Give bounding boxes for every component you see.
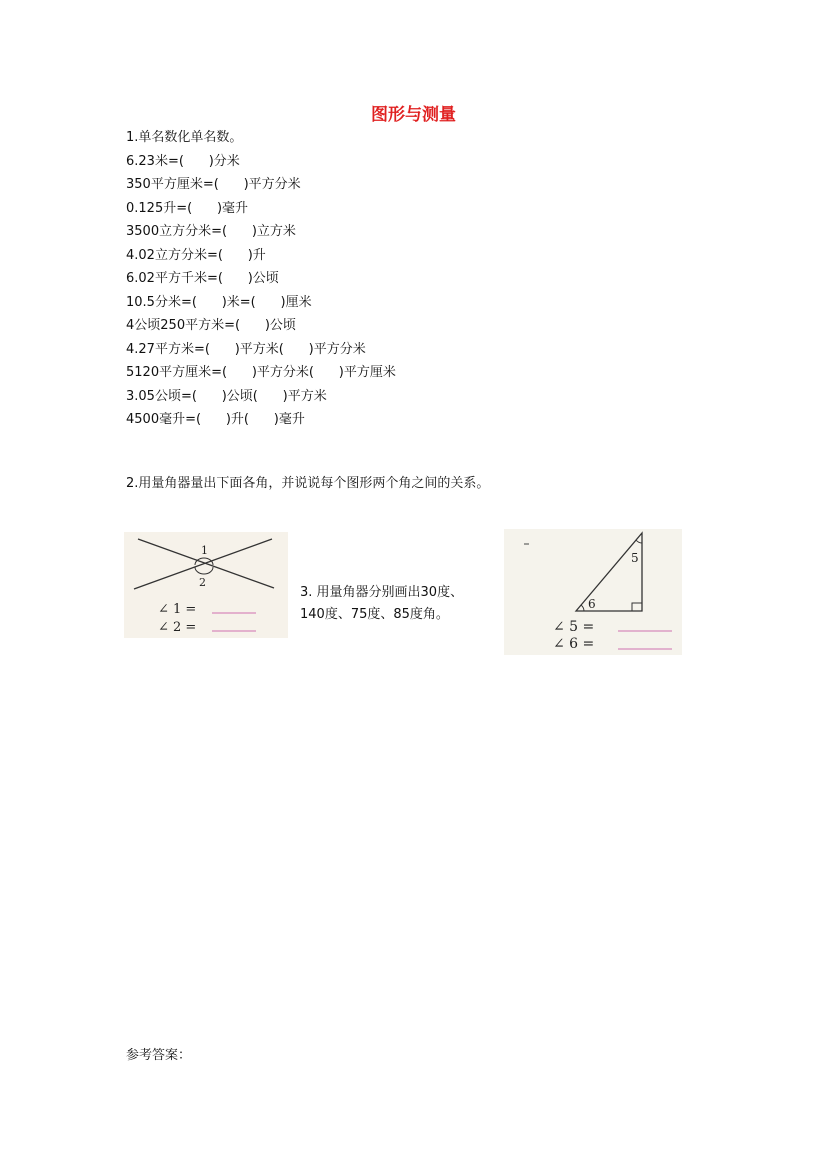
angle-label-2: 2: [199, 576, 206, 589]
question-1-line: 3.05公顷=( )公顷( )平方米: [126, 388, 327, 404]
angle-1-equation: ∠ 1 =: [158, 602, 197, 617]
question-3-line: 140度、75度、85度角。: [300, 607, 449, 622]
question-1-line: 4.02立方分米=( )升: [126, 247, 266, 263]
question-1: [126, 126, 396, 432]
answer-label: 参考答案：: [126, 1048, 192, 1063]
question-1-line: 350平方厘米=( )平方分米: [126, 177, 301, 192]
angle-5-equation: ∠ 5 =: [553, 619, 595, 635]
right-triangle-figure: [504, 529, 682, 655]
question-2: 2.用量角器量出下面各角，并说说每个图形两个角之间的关系。: [126, 476, 490, 491]
question-1-line: 4.27平方米=( )平方米( )平方分米: [126, 341, 366, 357]
question-1-heading: 1.单名数化单名数。: [126, 130, 243, 145]
angle-6-equation: ∠ 6 =: [553, 636, 595, 652]
page-title: 图形与测量: [371, 105, 456, 125]
question-1-line: 3500立方分米=( )立方米: [126, 224, 296, 239]
question-3-line: 3. 用量角器分别画出30度、: [300, 585, 464, 600]
question-3: [300, 582, 463, 626]
question-1-line: 5120平方厘米=( )平方分米( )平方厘米: [126, 365, 396, 380]
intersecting-lines-figure: [124, 532, 288, 638]
question-1-line: 6.02平方千米=( )公顷: [126, 271, 279, 286]
question-1-line: 4公顷250平方米=( )公顷: [126, 318, 296, 333]
angle-2-equation: ∠ 2 =: [158, 620, 197, 635]
question-1-line: 0.125升=( )毫升: [126, 200, 249, 216]
question-1-line: 6.23米=( )分米: [126, 153, 240, 169]
angle-label-6: 6: [588, 597, 596, 611]
question-1-line: 10.5分米=( )米=( )厘米: [126, 294, 312, 310]
angle-label-5: 5: [631, 551, 639, 565]
angle-label-1: 1: [201, 544, 208, 557]
question-1-line: 4500毫升=( )升( )毫升: [126, 412, 305, 427]
